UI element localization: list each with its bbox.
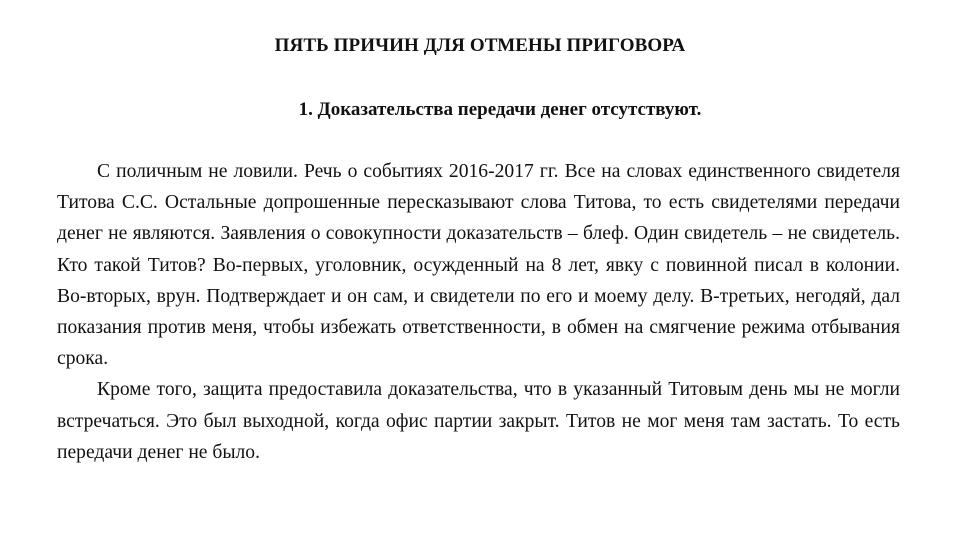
body-text (57, 156, 900, 468)
section-heading: 1. Доказательства передачи денег отсутствуют. (298, 99, 702, 120)
paragraph-1: С поличным не ловили. Речь о событиях 2016-2017 гг. Все на словах единственного свидетеля Титова С.С. Остальные допрошенные пересказывают слова Титова, то есть свидетелями передачи денег не являются. Заявления о совокупности доказательств – блеф. Один свидетель – не свидетель. Кто такой Титов? Во-первых, уголовник, осужденный на 8 лет, явку с повинной писал в колонии. Во-вторых, врун. Подтверждает и он сам, и свидетели по его и моему делу. В-третьих, негодяй, дал показания против меня, чтобы избежать ответственности, в обмен на смягчение режима отбывания срока. (57, 161, 900, 370)
paragraph-2: Кроме того, защита предоставила доказательства, что в указанный Титовым день мы не могли встречаться. Это был выходной, когда офис партии закрыт. Титов не мог меня там застать. То есть передачи денег не было. (57, 379, 900, 463)
page-title: ПЯТЬ ПРИЧИН ДЛЯ ОТМЕНЫ ПРИГОВОРА (274, 35, 686, 56)
